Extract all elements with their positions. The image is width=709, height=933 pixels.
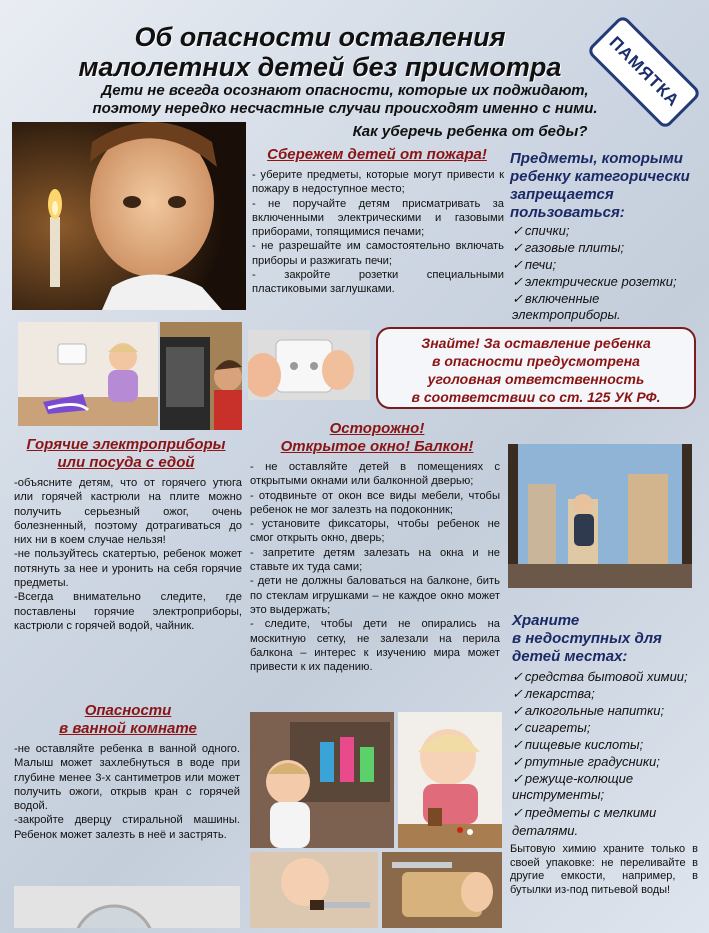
hot-text xyxy=(14,476,242,633)
storage-list-2 xyxy=(512,804,706,821)
legal-warning-box xyxy=(376,327,696,409)
storage-item: ✓ предметы с мелкими xyxy=(512,804,706,821)
forbidden-item: ✓ электрические розетки; xyxy=(512,273,704,290)
photo-child-pills xyxy=(398,712,502,848)
window-item: - дети не должны баловаться на балконе, бить по стеклам игрушками – не каждое окно может это выдержать; xyxy=(250,575,500,616)
photo-outlet-plug xyxy=(248,330,370,400)
forbidden-item: ✓ газовые плиты; xyxy=(512,239,704,256)
storage-item: ✓ режуще-колющие xyxy=(512,770,706,787)
candle-child-image xyxy=(12,122,246,310)
hot-heading xyxy=(10,436,242,472)
hot-item: -не пользуйтесь скатертью, ребенок может потянуть за нее и уронить на себя горячие предметы. xyxy=(14,548,242,590)
storage-heading-line: детей местах: xyxy=(512,648,628,665)
window-heading-line: Открытое окно! Балкон! xyxy=(280,438,474,455)
forbidden-item: ✓ включенные xyxy=(512,290,704,307)
photo-child-candle xyxy=(12,122,246,310)
fire-text xyxy=(252,168,504,297)
photo-baby-knife xyxy=(250,852,378,928)
bath-item: -закройте дверцу стиральной машины. Ребенок может залезть в неё и застрять. xyxy=(14,814,240,841)
howto-heading: Как уберечь ребенка от беды? xyxy=(352,123,588,140)
forbidden-item: ✓ спички; xyxy=(512,222,704,239)
window-heading-line: Осторожно! xyxy=(329,420,425,437)
storage-item: ✓ средства бытовой химии; xyxy=(512,668,706,685)
bath-item: -не оставляйте ребенка в ванной одного. Малыш может захлебнуться в воде при глубине менее 3-х сантиметров или может получить ожоги, открыв кран с горячей водой. xyxy=(14,743,240,813)
photo-cutting-board xyxy=(382,852,502,928)
forbidden-last-line: электроприборы. xyxy=(512,307,621,322)
window-item: - не оставляйте детей в помещениях с открытыми окнами или балконной дверью; xyxy=(250,461,500,488)
subtitle-line-1: Дети не всегда осознают опасности, которые их поджидают, xyxy=(101,82,589,99)
photo-washing-machine xyxy=(14,886,240,928)
warning-line: в опасности предусмотрена xyxy=(432,353,640,369)
washer-image xyxy=(14,886,240,928)
storage-item: ✓ лекарства; xyxy=(512,685,706,702)
hot-item: -объясните детям, что от горячего утюга или горячей кастрюли на плите можно получить серьезный ожог, очень болезненный, поэтому дотрагиваться до них ни в коем случае нельзя! xyxy=(14,477,242,547)
fire-item: - не поручайте детям присматривать за включенными электрическими и газовыми приборами, топящимися печами; xyxy=(252,197,504,239)
bath-heading xyxy=(14,702,242,738)
cutting-board-image xyxy=(382,852,502,928)
subtitle-line-2: поэтому нередко несчастные случаи происходят именно с ними. xyxy=(92,100,598,117)
title-line-1: Об опасности оставления xyxy=(134,22,506,52)
bath-heading-line: в ванной комнате xyxy=(59,720,197,737)
photo-child-oven xyxy=(160,322,242,430)
storage-note: Бытовую химию храните только в своей упаковке: не переливайте в другие емкости, например, в бутылки из-под питьевой воды! xyxy=(510,843,698,896)
stamp-text: ПАМЯТКА xyxy=(605,32,684,111)
forbidden-heading-line: Предметы, которыми xyxy=(510,150,683,167)
knife-baby-image xyxy=(250,852,378,928)
forbidden-list xyxy=(512,222,704,307)
photo-child-window xyxy=(508,444,692,588)
chemicals-child-image xyxy=(250,712,394,848)
outlet-plug-image xyxy=(248,330,370,400)
forbidden-item: ✓ печи; xyxy=(512,256,704,273)
title-line-2: малолетних детей без присмотра xyxy=(78,52,562,82)
forbidden-heading-line: запрещается xyxy=(510,186,614,203)
window-heading xyxy=(250,420,504,456)
storage-item: ✓ пищевые кислоты; xyxy=(512,736,706,753)
subtitle xyxy=(40,82,650,118)
fire-item: - закройте розетки специальными пластиковыми заглушками. xyxy=(252,269,504,296)
window-item: - установите фиксаторы, чтобы ребенок не смог открыть окно, дверь; xyxy=(250,518,500,545)
window-text xyxy=(250,460,500,674)
photo-child-iron xyxy=(18,322,158,426)
photo-child-chemicals xyxy=(250,712,394,848)
iron-child-image xyxy=(18,322,158,426)
storage-list xyxy=(512,668,706,787)
hot-item: -Всегда внимательно следите, где поставлены горячие электроприборы, кастрюли с горячей водой, чайник. xyxy=(14,591,242,632)
pills-child-image xyxy=(398,712,502,848)
storage-heading-line: Храните xyxy=(512,612,580,629)
window-item: - отодвиньте от окон все виды мебели, чтобы ребенок не мог залезть на подоконник; xyxy=(250,489,500,516)
forbidden-heading-line: пользоваться: xyxy=(510,204,625,221)
window-item: - следите, чтобы дети не опирались на москитную сетку, не залезали на перила балкона – интерес к изучению мира может привести к их падению. xyxy=(250,618,500,674)
forbidden-heading-line: ребенку категорически xyxy=(510,168,690,185)
page-title xyxy=(40,22,600,82)
storage-item: ✓ алкогольные напитки; xyxy=(512,702,706,719)
storage-item: ✓ ртутные градусники; xyxy=(512,753,706,770)
fire-item: - уберите предметы, которые могут привести к пожару в недоступное место; xyxy=(252,169,504,196)
bath-text xyxy=(14,742,240,842)
hot-heading-line: или посуда с едой xyxy=(57,454,195,471)
storage-parts-cont: деталями. xyxy=(512,823,579,838)
warning-line: Знайте! За оставление ребенка xyxy=(421,335,651,351)
forbidden-heading xyxy=(510,150,705,222)
warning-line: уголовная ответственность xyxy=(427,371,645,387)
warning-line: в соответствии со ст. 125 УК РФ. xyxy=(411,389,661,405)
oven-child-image xyxy=(160,322,242,430)
storage-item: ✓ сигареты; xyxy=(512,719,706,736)
window-child-image xyxy=(508,444,692,588)
fire-heading: Сбережем детей от пожара! xyxy=(267,146,487,163)
storage-tools-cont: инструменты; xyxy=(512,787,605,802)
window-item: - запретите детям залезать на окна и не ставьте их туда сами; xyxy=(250,546,500,574)
bath-heading-line: Опасности xyxy=(84,702,172,719)
storage-heading-line: в недоступных для xyxy=(512,630,662,647)
storage-heading xyxy=(512,612,702,666)
fire-item: - не разрешайте им самостоятельно включать приборы и разжигать печи; xyxy=(252,240,504,267)
hot-heading-line: Горячие электроприборы xyxy=(26,436,226,453)
